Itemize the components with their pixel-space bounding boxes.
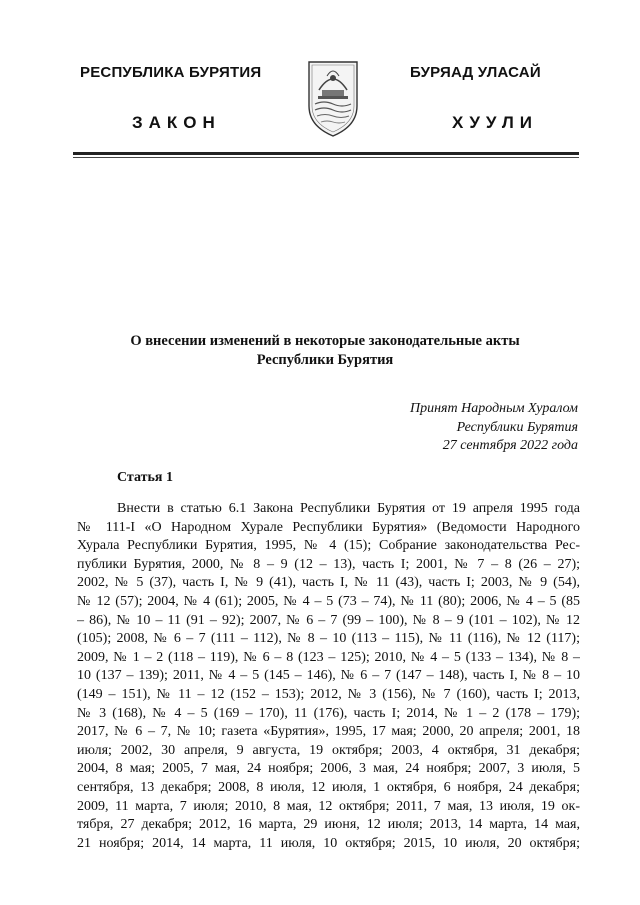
header-rule-thick — [73, 152, 579, 155]
law-title — [90, 332, 560, 370]
article-body-line: Внести в статью 6.1 Закона Республики Бурятия от 19 апреля 1995 года — [117, 501, 580, 516]
adoption-date: 27 сентября 2022 года — [442, 438, 578, 453]
buryatia-coat-of-arms-icon — [305, 56, 361, 138]
article-body-line: тября, 27 декабря; 2012, 16 марта, 29 июня, 12 июля; 2013, 14 марта, 14 мая, — [77, 817, 580, 833]
article-body-line: № 12 (57); 2004, № 4 (61); 2005, № 4 – 5 (73 – 74), № 11 (80); 2006, № 4 – 5 (85 — [77, 593, 580, 609]
law-title-line-1: О внесении изменений в некоторые законодательные акты — [130, 333, 520, 349]
article-body-line: 21 ноября; 2014, 14 марта, 11 июля, 10 октября; 2015, 10 июля, 20 октября; — [77, 835, 580, 851]
article-body-line: 10 (137 – 139); 2011, № 4 – 5 (145 – 146), № 6 – 7 (147 – 148), часть I, № 8 – 10 — [77, 668, 580, 684]
article-body — [77, 500, 580, 853]
adoption-note — [410, 400, 578, 456]
article-body-line: 2009, 11 марта, 7 июля; 2010, 8 мая, 12 октября; 2011, 7 мая, 13 июля, 19 ок- — [77, 798, 580, 814]
article-body-line: 2002, № 5 (37), часть I, № 9 (41), часть I, № 11 (43), часть I; 2003, № 9 (54), — [77, 575, 580, 591]
header-rule-thin — [73, 157, 579, 158]
republic-name-buryat: БУРЯАД УЛАСАЙ — [410, 64, 541, 81]
article-body-line: 2009, № 1 – 2 (118 – 119), № 6 – 8 (123 – 125); 2010, № 4 – 5 (133 – 134), № 8 – — [77, 649, 580, 665]
article-body-line: – 86), № 10 – 11 (91 – 92); 2007, № 6 – 7 (99 – 100), № 8 – 9 (101 – 102), № 12 — [77, 612, 580, 628]
republic-name-russian: РЕСПУБЛИКА БУРЯТИЯ — [80, 64, 262, 81]
article-body-line: № 111-I «О Народном Хурале Республики Бурятия» (Ведомости Народного — [77, 519, 580, 535]
article-body-line: Хурала Республики Бурятия, 1995, № 4 (15); Собрание законодательства Рес- — [77, 538, 580, 554]
article-body-line: июля; 2002, 30 апреля, 9 августа, 19 октября; 2003, 4 октября, 31 декабря; — [77, 742, 580, 758]
article-body-line: сентября, 13 декабря; 2008, 8 июля, 12 июля, 1 октября, 6 ноября, 24 декабря; — [77, 779, 580, 795]
article-heading: Статья 1 — [117, 470, 173, 485]
article-body-line: публики Бурятия, 2000, № 8 – 9 (12 – 13), часть I; 2001, № 7 – 8 (26 – 27); — [77, 556, 580, 572]
law-title-line-2: Республики Бурятия — [256, 352, 394, 368]
adoption-note-line-1: Принят Народным Хуралом — [409, 401, 578, 416]
article-body-line: 2017, № 6 – 7, № 10; газета «Бурятия», 1995, 17 мая; 2000, 20 апреля; 2001, 18 — [77, 724, 580, 740]
law-label-buryat: ХУУЛИ — [452, 113, 538, 132]
article-body-line: № 3 (168), № 4 – 5 (169 – 170), 11 (176), часть I; 2014, № 1 – 2 (178 – 179); — [77, 705, 580, 721]
article-body-line: 2004, 8 мая; 2005, 7 мая, 24 ноября; 2006, 3 мая, 24 ноября; 2007, 3 июля, 5 — [77, 761, 580, 777]
adoption-note-line-2: Республики Бурятия — [456, 419, 578, 435]
article-body-line: (149 – 151), № 11 – 12 (152 – 153); 2012, № 3 (156), № 7 (160), часть I; 2013, — [77, 686, 580, 702]
article-body-line: (105); 2008, № 6 – 7 (111 – 112), № 8 – 10 (113 – 115), № 11 (116), № 12 (117); — [77, 631, 580, 647]
law-label-russian: ЗАКОН — [132, 113, 221, 132]
